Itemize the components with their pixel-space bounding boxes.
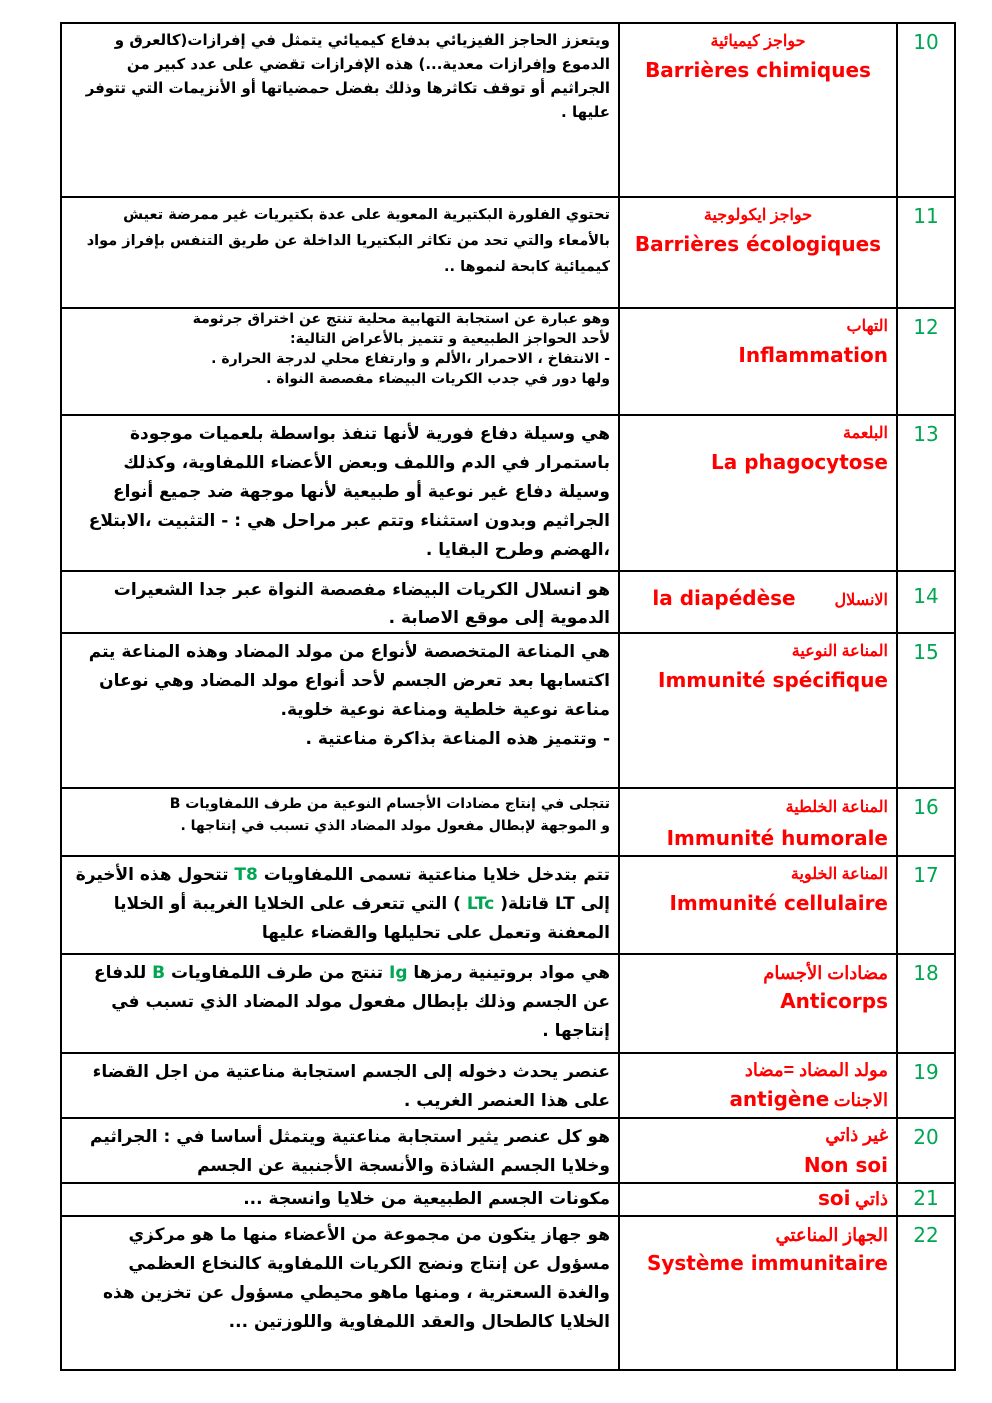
definition-cell	[61, 1216, 619, 1370]
row-number: 18	[897, 954, 955, 1053]
definition-text: هو جهاز يتكون من مجموعة من الأعضاء منها ما هو مركزي مسؤول عن إنتاج ونضج الكريات اللمفاوية كالنخاع العظمي والغدة السعترية ، ومنها ماهو محيطي مسؤول عن تخزين هذه الخلايا كالطحال والعقد اللمفاوية واللوزتين ...	[103, 1225, 610, 1332]
term-arabic: المناعة النوعية	[791, 643, 888, 660]
definition-text: تتم بتدخل خلايا مناعتية تسمى اللمفاويات	[257, 865, 610, 885]
table-row	[61, 1053, 955, 1118]
term-french: Non soi	[803, 1153, 888, 1177]
table-row	[61, 856, 955, 954]
term-arabic: الانسلال	[834, 592, 888, 609]
table-row	[61, 788, 955, 856]
row-number: 15	[897, 633, 955, 788]
term-french: Barrières écologiques	[634, 232, 882, 256]
term-arabic: المناعة الخلطية	[785, 799, 888, 816]
definition-cell	[61, 856, 619, 954]
table-row	[61, 308, 955, 415]
term-arabic: حواجز كيميائية	[710, 33, 806, 50]
definition-cell	[61, 954, 619, 1053]
definition-line: و الموجهة لإبطال مفعول مولد المضاد الذي تسبب في إنتاجها .	[180, 818, 610, 834]
term-french: La phagocytose	[711, 450, 888, 474]
row-number: 10	[897, 23, 955, 197]
table-row	[61, 23, 955, 197]
term-french: Anticorps	[780, 989, 888, 1013]
definition-line: - الانتفاخ ، الاحمرار ،الألم و وارتفاع محلي لدرجة الحرارة .	[211, 351, 610, 367]
row-number: 17	[897, 856, 955, 954]
term-cell	[619, 197, 897, 308]
row-number: 12	[897, 308, 955, 415]
table-row	[61, 633, 955, 788]
term-arabic: مضادات الأجسام	[763, 963, 888, 983]
term-cell	[619, 788, 897, 856]
row-number: 13	[897, 415, 955, 571]
definition-text: هو انسلال الكريات البيضاء مفصصة النواة عبر جدا الشعيرات الدموية إلى موقع الاصابة .	[113, 580, 610, 628]
definition-cell	[61, 415, 619, 571]
row-number: 16	[897, 788, 955, 856]
row-number: 20	[897, 1118, 955, 1183]
definition-text: هو كل عنصر يثير استجابة مناعتية ويتمثل أساسا في : الجراثيم وخلايا الجسم الشاذة والأنسجة الأجنبية عن الجسم	[90, 1127, 610, 1176]
term-cell	[619, 308, 897, 415]
term-cell	[619, 633, 897, 788]
table-row	[61, 571, 955, 633]
term-cell	[619, 1216, 897, 1370]
term-arabic: غير ذاتي	[825, 1125, 888, 1145]
term-cell	[619, 1118, 897, 1183]
definition-text: تتحول هذه الأخيرة إلى	[75, 865, 610, 914]
term-cell	[619, 856, 897, 954]
definition-text: تنتج من طرف اللمفاويات	[165, 963, 389, 983]
term-arabic: المناعة الخلوية	[790, 866, 888, 883]
row-number: 11	[897, 197, 955, 308]
term-french: Barrières chimiques	[645, 58, 871, 82]
row-number: 19	[897, 1053, 955, 1118]
definition-cell	[61, 23, 619, 197]
term-french: la diapédèse	[652, 586, 796, 610]
definition-text: هي وسيلة دفاع فورية لأنها تنفذ بواسطة بلعميات موجودة باستمرار في الدم واللمف وبعض الأعضاء اللمفاوية، وكذلك وسيلة دفاع غير نوعية أو طبيعية لأنها موجهة ضد جميع أنواع الجراثيم وبدون استثناء وتتم عبر مراحل هي : - التثبيت ،الابتلاع ،الهضم وطرح البقايا .	[88, 424, 610, 560]
definition-line: - وتتميز هذه المناعة بذاكرة مناعتية .	[305, 729, 610, 749]
definition-text: قاتلة(	[494, 894, 556, 914]
term-french: soi	[818, 1186, 851, 1210]
highlight-b: B	[152, 963, 166, 983]
definition-cell	[61, 308, 619, 415]
term-arabic: حواجز ايكولوجية	[703, 207, 813, 224]
definition-text: هي مواد بروتينية رمزها	[407, 963, 610, 983]
term-arabic: التهاب	[846, 318, 888, 335]
highlight-t8: T8	[234, 865, 258, 885]
term-arabic-2: الاجنات	[833, 1090, 888, 1110]
term-arabic: البلعمة	[843, 425, 888, 442]
term-french: Système immunitaire	[646, 1251, 888, 1275]
definition-line-text: تتجلى في إنتاج مضادات الأجسام النوعية من طرف اللمفاويات B	[169, 796, 610, 812]
term-second-line	[628, 1084, 888, 1117]
term-cell	[619, 1053, 897, 1118]
definition-text: ) التي تتعرف على الخلايا الغريبة أو الخلايا المعفنة وتعمل على تحليلها والقضاء عليها	[113, 894, 610, 943]
term-french: antigène	[729, 1087, 830, 1111]
highlight-lt: LT	[555, 894, 575, 914]
definition-text: مكونات الجسم الطبيعية من خلايا وانسجة ...	[243, 1189, 610, 1209]
row-number: 22	[897, 1216, 955, 1370]
definition-cell	[61, 788, 619, 856]
term-french: Inflammation	[738, 343, 888, 367]
term-cell	[619, 954, 897, 1053]
table-row	[61, 954, 955, 1053]
definition-line: وهو عبارة عن استجابة التهابية محلية تنتج عن اختراق جرثومة	[192, 311, 610, 327]
definition-cell	[61, 1118, 619, 1183]
term-french: Immunité spécifique	[658, 668, 888, 692]
term-arabic: مولد المضاد =مضاد	[744, 1060, 888, 1080]
term-arabic: ذاتي	[854, 1189, 888, 1209]
table-row	[61, 1216, 955, 1370]
term-cell	[619, 23, 897, 197]
highlight-ig: Ig	[389, 963, 408, 983]
table-row	[61, 1118, 955, 1183]
term-cell	[619, 415, 897, 571]
row-number: 14	[897, 571, 955, 633]
glossary-table	[60, 22, 956, 1371]
definition-text: تحتوي الفلورة البكتيرية المعوية على عدة بكتيريات غير ممرضة تعيش بالأمعاء والتي تحد من تكاثر البكتيريا الداخلة عن طريق التنفس بإفراز مواد كيميائية كابحة لنموها ..	[86, 207, 610, 275]
term-french: Immunité humorale	[666, 826, 888, 850]
definition-text: ويتعزز الحاجز الفيزيائي بدفاع كيميائي يتمثل في إفرازات(كالعرق و الدموع وإفرازات معدية...) هذه الإفرازات تقضي على عدد كبير من الجراثيم أو توقف تكاثرها وذلك بفضل حمضياتها أو الأنزيمات التي تتوفر عليها .	[85, 31, 610, 121]
definition-cell	[61, 633, 619, 788]
term-french: Immunité cellulaire	[669, 891, 888, 915]
term-cell	[619, 571, 897, 633]
term-arabic: الجهاز المناعتي	[775, 1225, 888, 1245]
definition-line: هي المناعة المتخصصة لأنواع من مولد المضاد وهذه المناعة يتم اكتسابها بعد تعرض الجسم لأحد أنواع مولد المضاد وهي نوعان مناعة نوعية خلطية ومناعة نوعية خلوية.	[88, 642, 610, 720]
table-row	[61, 415, 955, 571]
term-cell	[619, 1183, 897, 1216]
definition-cell	[61, 1183, 619, 1216]
definition-line	[72, 793, 610, 815]
definition-text: عنصر يحدث دخوله إلى الجسم استجابة مناعتية من اجل القضاء على هذا العنصر الغريب .	[92, 1062, 610, 1111]
definition-cell	[61, 1053, 619, 1118]
definition-cell	[61, 197, 619, 308]
definition-line: ولها دور في جدب الكريات البيضاء مفصصة النواة .	[266, 371, 610, 387]
table-row	[61, 1183, 955, 1216]
definition-cell	[61, 571, 619, 633]
definition-text: للدفاع عن الجسم وذلك بإبطال مفعول مولد المضاد الذي تسبب في إنتاجها .	[93, 963, 610, 1041]
definition-line: لأحد الحواجز الطبيعية و تتميز بالأعراض التالية:	[289, 331, 610, 347]
table-row	[61, 197, 955, 308]
row-number: 21	[897, 1183, 955, 1216]
highlight-ltc: LTc	[466, 894, 495, 914]
